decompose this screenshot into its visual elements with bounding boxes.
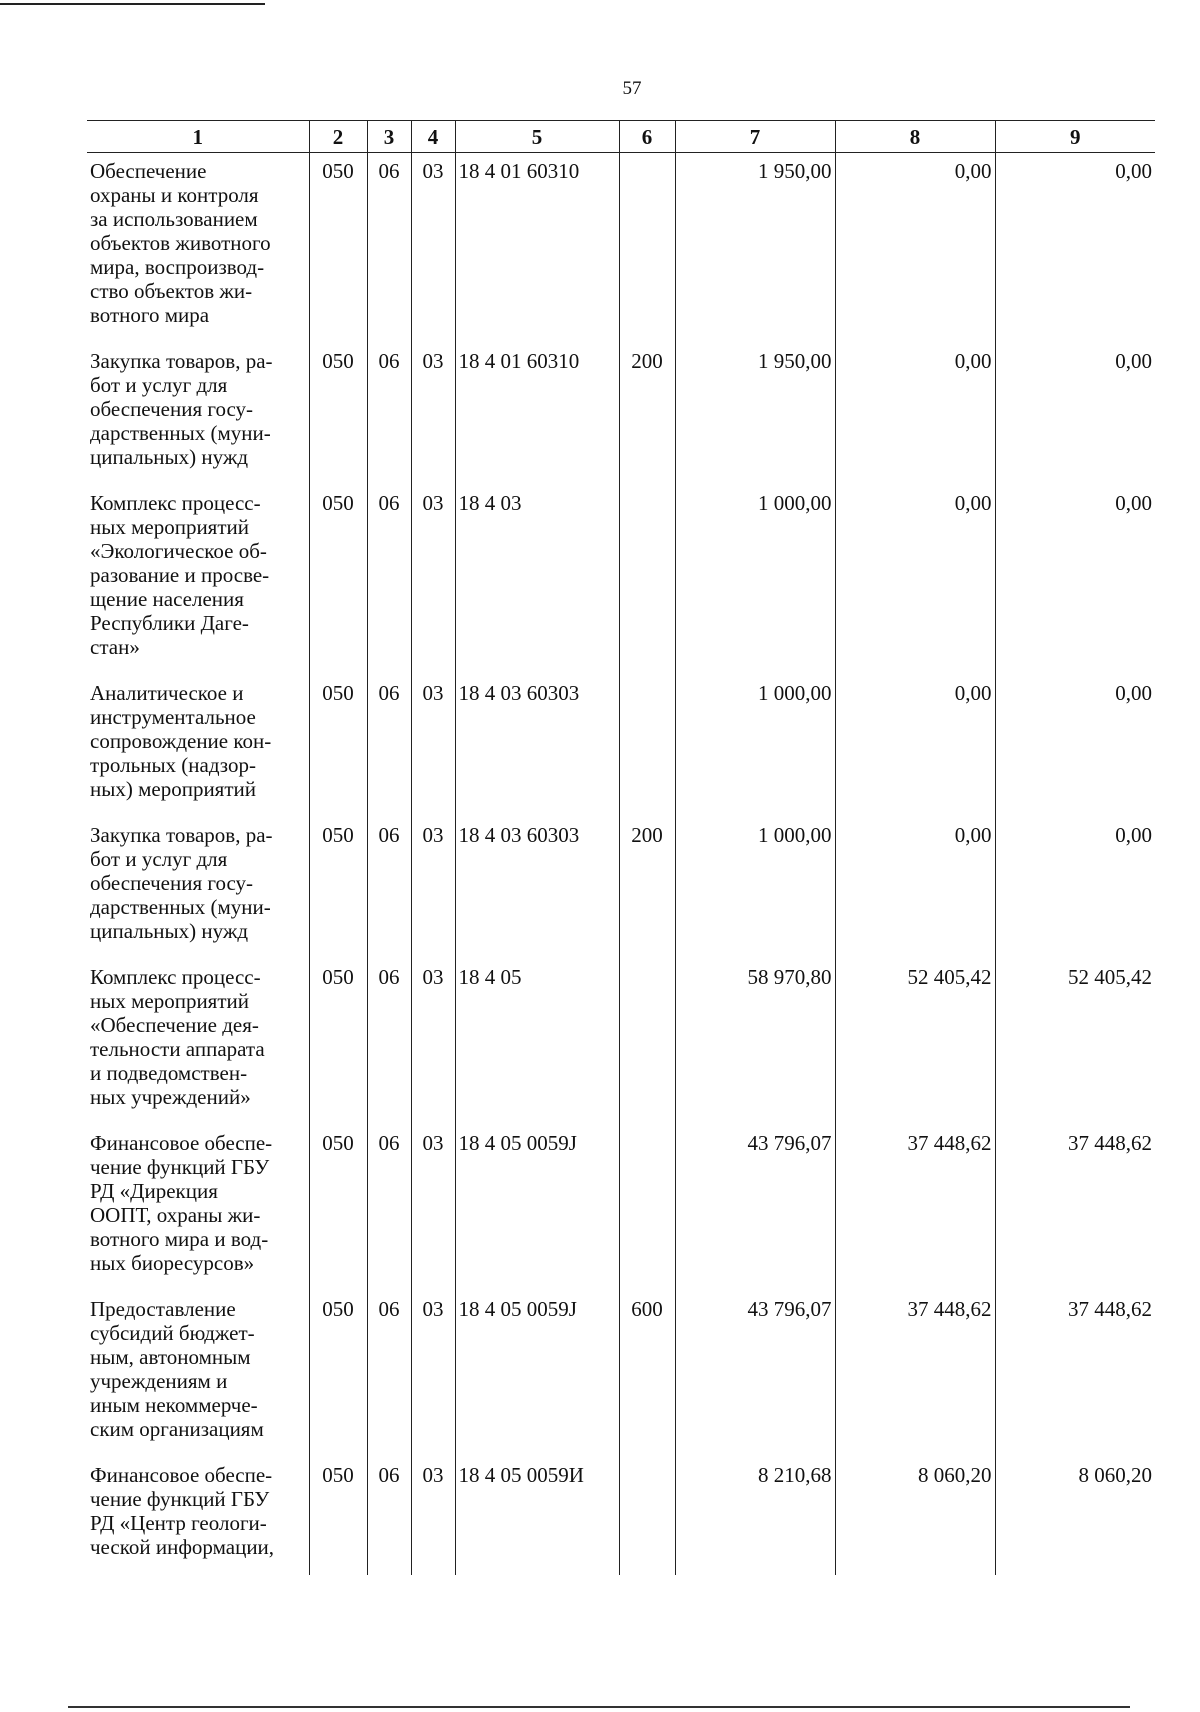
amount-year-3: 37 448,62 [995, 1291, 1155, 1457]
item-name-line: мира, воспроизвод- [90, 255, 265, 279]
item-name [87, 1457, 309, 1575]
subsection-code: 03 [411, 343, 455, 485]
item-name-line: Комплекс процесс- [90, 965, 261, 989]
amount-year-2: 37 448,62 [835, 1291, 995, 1457]
item-name-line: «Экологическое об- [90, 539, 267, 563]
amount-year-3: 8 060,20 [995, 1457, 1155, 1575]
item-name-line: бот и услуг для [90, 847, 228, 871]
item-name-line: щение населения [90, 587, 244, 611]
budget-table [87, 120, 1155, 1575]
target-item-code: 18 4 05 0059J [455, 1125, 619, 1291]
item-name-line: инструментальное [90, 705, 256, 729]
column-header: 5 [455, 121, 619, 153]
amount-year-1: 1 950,00 [675, 343, 835, 485]
expense-type-code [619, 485, 675, 675]
item-name-line: вотного мира и вод- [90, 1227, 269, 1251]
table-row [87, 343, 1155, 485]
target-item-code: 18 4 05 0059J [455, 1291, 619, 1457]
item-name-line: ципальных) нужд [90, 445, 249, 469]
amount-year-3: 37 448,62 [995, 1125, 1155, 1291]
amount-year-2: 52 405,42 [835, 959, 995, 1125]
item-name-line: за использованием [90, 207, 258, 231]
subsection-code: 03 [411, 485, 455, 675]
target-item-code: 18 4 03 60303 [455, 817, 619, 959]
ministry-code: 050 [309, 817, 367, 959]
target-item-code: 18 4 05 [455, 959, 619, 1125]
item-name-line: сопровождение кон- [90, 729, 272, 753]
item-name [87, 1125, 309, 1291]
subsection-code: 03 [411, 153, 455, 344]
column-header: 9 [995, 121, 1155, 153]
item-name-line: ческой информации, [90, 1535, 275, 1559]
target-item-code: 18 4 01 60310 [455, 343, 619, 485]
amount-year-3: 0,00 [995, 817, 1155, 959]
item-name-line: ных мероприятий [90, 989, 249, 1013]
item-name-line: РД «Дирекция [90, 1179, 218, 1203]
item-name-line: чение функций ГБУ [90, 1487, 270, 1511]
item-name-line: Финансовое обеспе- [90, 1131, 273, 1155]
item-name-line: охраны и контроля [90, 183, 259, 207]
amount-year-3: 0,00 [995, 153, 1155, 344]
amount-year-2: 8 060,20 [835, 1457, 995, 1575]
amount-year-1: 8 210,68 [675, 1457, 835, 1575]
item-name [87, 1291, 309, 1457]
item-name-line: «Обеспечение дея- [90, 1013, 259, 1037]
amount-year-1: 1 000,00 [675, 817, 835, 959]
item-name-line: разование и просве- [90, 563, 270, 587]
ministry-code: 050 [309, 1457, 367, 1575]
ministry-code: 050 [309, 1291, 367, 1457]
item-name [87, 343, 309, 485]
item-name-line: стан» [90, 635, 140, 659]
item-name-line: и подведомствен- [90, 1061, 248, 1085]
item-name-line: ципальных) нужд [90, 919, 249, 943]
section-code: 06 [367, 1457, 411, 1575]
amount-year-3: 0,00 [995, 343, 1155, 485]
item-name-line: Республики Даге- [90, 611, 249, 635]
item-name-line: Предоставление [90, 1297, 236, 1321]
table-row [87, 817, 1155, 959]
item-name-line: ных) мероприятий [90, 777, 256, 801]
amount-year-1: 43 796,07 [675, 1291, 835, 1457]
amount-year-1: 1 000,00 [675, 675, 835, 817]
item-name-line: обеспечения госу- [90, 871, 254, 895]
item-name-line: учреждениям и [90, 1369, 228, 1393]
item-name-line: ство объектов жи- [90, 279, 253, 303]
amount-year-3: 0,00 [995, 675, 1155, 817]
column-header: 1 [87, 121, 309, 153]
expense-type-code [619, 1125, 675, 1291]
amount-year-2: 0,00 [835, 675, 995, 817]
item-name-line: ным, автономным [90, 1345, 251, 1369]
subsection-code: 03 [411, 1125, 455, 1291]
ministry-code: 050 [309, 1125, 367, 1291]
item-name-line: Обеспечение [90, 159, 207, 183]
subsection-code: 03 [411, 1457, 455, 1575]
item-name [87, 153, 309, 344]
item-name-line: Закупка товаров, ра- [90, 823, 273, 847]
item-name-line: субсидий бюджет- [90, 1321, 255, 1345]
item-name [87, 675, 309, 817]
subsection-code: 03 [411, 817, 455, 959]
item-name [87, 959, 309, 1125]
expense-type-code [619, 153, 675, 344]
amount-year-3: 52 405,42 [995, 959, 1155, 1125]
table-row [87, 485, 1155, 675]
item-name-line: Комплекс процесс- [90, 491, 261, 515]
amount-year-2: 37 448,62 [835, 1125, 995, 1291]
section-code: 06 [367, 959, 411, 1125]
table-row [87, 153, 1155, 344]
amount-year-1: 1 000,00 [675, 485, 835, 675]
page-number: 57 [622, 78, 642, 99]
subsection-code: 03 [411, 1291, 455, 1457]
amount-year-2: 0,00 [835, 817, 995, 959]
expense-type-code [619, 675, 675, 817]
column-header: 6 [619, 121, 675, 153]
amount-year-2: 0,00 [835, 153, 995, 344]
subsection-code: 03 [411, 959, 455, 1125]
item-name-line: Аналитическое и [90, 681, 244, 705]
item-name-line: Финансовое обеспе- [90, 1463, 273, 1487]
expense-type-code: 200 [619, 817, 675, 959]
column-header: 2 [309, 121, 367, 153]
section-code: 06 [367, 1125, 411, 1291]
column-header: 7 [675, 121, 835, 153]
table-row [87, 675, 1155, 817]
item-name-line: трольных (надзор- [90, 753, 256, 777]
item-name-line: ных биоресурсов» [90, 1251, 255, 1275]
expense-type-code: 600 [619, 1291, 675, 1457]
item-name-line: обеспечения госу- [90, 397, 254, 421]
amount-year-2: 0,00 [835, 485, 995, 675]
table-row [87, 1291, 1155, 1457]
target-item-code: 18 4 05 0059И [455, 1457, 619, 1575]
item-name-line: ским организациям [90, 1417, 264, 1441]
ministry-code: 050 [309, 675, 367, 817]
item-name-line: чение функций ГБУ [90, 1155, 270, 1179]
column-header: 4 [411, 121, 455, 153]
ministry-code: 050 [309, 959, 367, 1125]
target-item-code: 18 4 01 60310 [455, 153, 619, 344]
section-code: 06 [367, 675, 411, 817]
target-item-code: 18 4 03 60303 [455, 675, 619, 817]
table-row [87, 959, 1155, 1125]
item-name-line: объектов животного [90, 231, 271, 255]
ministry-code: 050 [309, 485, 367, 675]
amount-year-2: 0,00 [835, 343, 995, 485]
table-row [87, 1457, 1155, 1575]
ministry-code: 050 [309, 153, 367, 344]
item-name-line: Закупка товаров, ра- [90, 349, 273, 373]
item-name-line: ных учреждений» [90, 1085, 251, 1109]
item-name-line: РД «Центр геологи- [90, 1511, 267, 1535]
item-name-line: вотного мира [90, 303, 210, 327]
item-name-line: дарственных (муни- [90, 421, 271, 445]
section-code: 06 [367, 1291, 411, 1457]
item-name-line: ООПТ, охраны жи- [90, 1203, 261, 1227]
table-body [87, 153, 1155, 1576]
column-header: 8 [835, 121, 995, 153]
expense-type-code: 200 [619, 343, 675, 485]
amount-year-1: 43 796,07 [675, 1125, 835, 1291]
expense-type-code [619, 959, 675, 1125]
target-item-code: 18 4 03 [455, 485, 619, 675]
section-code: 06 [367, 153, 411, 344]
item-name-line: бот и услуг для [90, 373, 228, 397]
amount-year-1: 1 950,00 [675, 153, 835, 344]
item-name-line: иным некоммерче- [90, 1393, 258, 1417]
column-header: 3 [367, 121, 411, 153]
item-name [87, 817, 309, 959]
amount-year-1: 58 970,80 [675, 959, 835, 1125]
item-name-line: ных мероприятий [90, 515, 249, 539]
section-code: 06 [367, 485, 411, 675]
section-code: 06 [367, 817, 411, 959]
table-row [87, 1125, 1155, 1291]
amount-year-3: 0,00 [995, 485, 1155, 675]
ministry-code: 050 [309, 343, 367, 485]
bottom-rule [68, 1706, 1130, 1708]
expense-type-code [619, 1457, 675, 1575]
section-code: 06 [367, 343, 411, 485]
top-rule [0, 3, 265, 5]
item-name [87, 485, 309, 675]
header-row [87, 121, 1155, 153]
item-name-line: тельности аппарата [90, 1037, 265, 1061]
item-name-line: дарственных (муни- [90, 895, 271, 919]
subsection-code: 03 [411, 675, 455, 817]
